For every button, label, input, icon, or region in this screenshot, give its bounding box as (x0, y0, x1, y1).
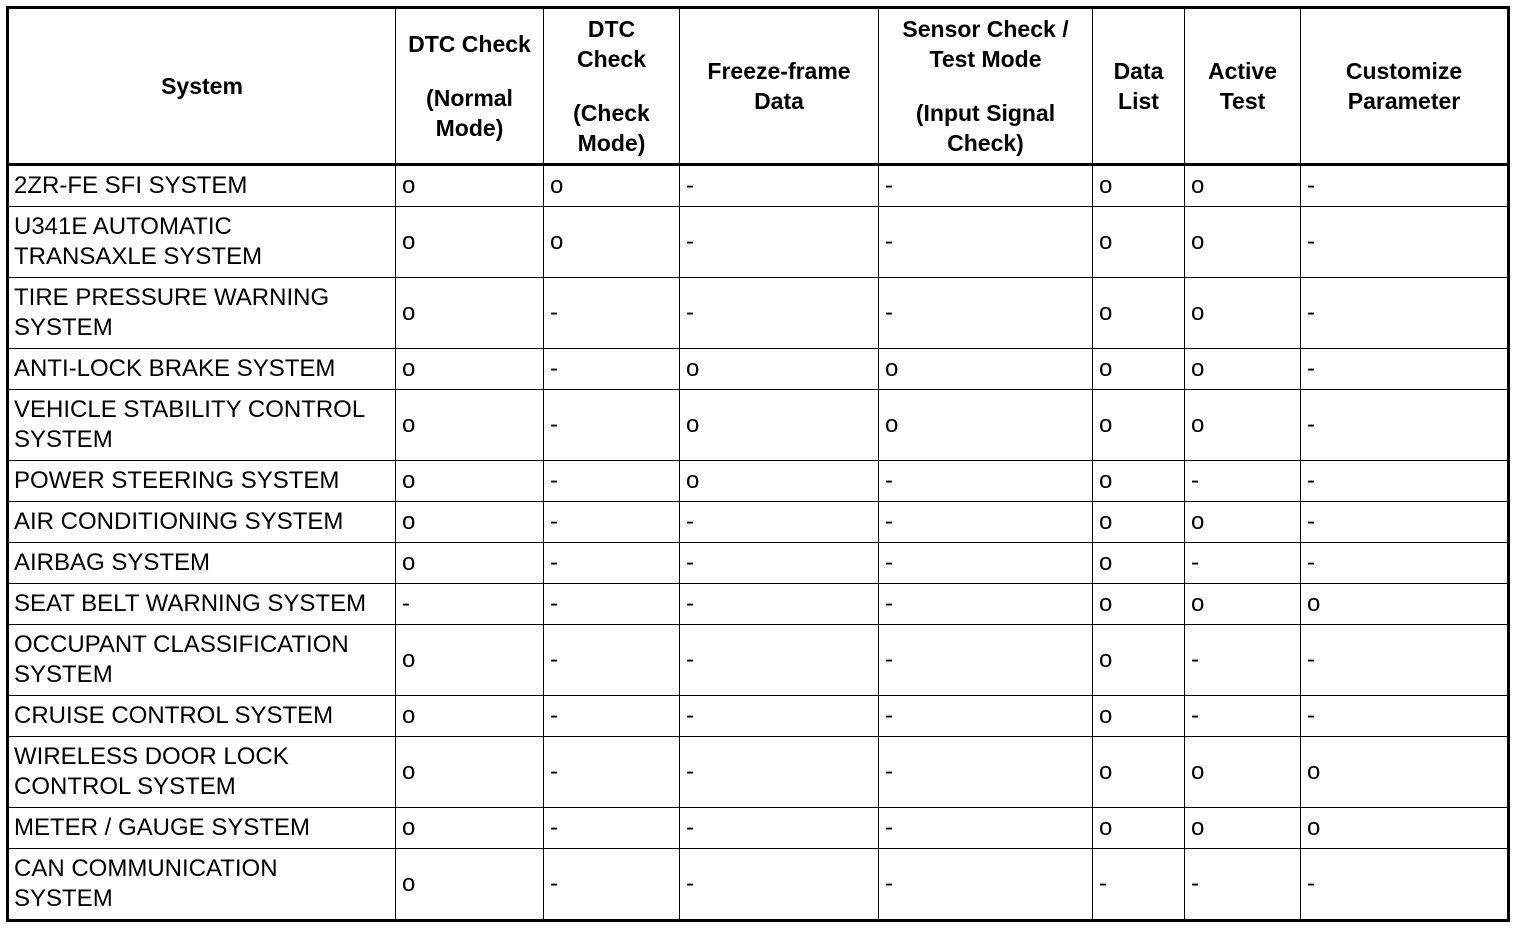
support-mark-cell: o (396, 543, 544, 584)
support-mark-cell: - (879, 207, 1093, 278)
support-mark-cell: - (680, 584, 879, 625)
system-name-cell (8, 165, 396, 207)
support-mark-cell: - (680, 207, 879, 278)
table-row (8, 808, 1509, 849)
column-header (879, 8, 1093, 165)
support-mark-cell: - (1185, 461, 1301, 502)
support-mark-cell: - (680, 278, 879, 349)
header-line: Data (754, 88, 804, 114)
system-name-line: ANTI-LOCK BRAKE SYSTEM (14, 355, 336, 382)
support-mark-cell: o (1185, 584, 1301, 625)
system-name-cell (8, 737, 396, 808)
support-mark-cell: - (544, 390, 680, 461)
table-body (8, 165, 1509, 921)
system-name-cell (8, 502, 396, 543)
support-mark-cell: - (544, 625, 680, 696)
system-name-line: SYSTEM (14, 885, 113, 912)
support-mark-cell: o (396, 165, 544, 207)
support-mark-cell: - (1301, 278, 1509, 349)
support-mark-cell: - (879, 502, 1093, 543)
support-mark-cell: o (1093, 349, 1185, 390)
support-mark-cell: - (680, 737, 879, 808)
column-header (680, 8, 879, 165)
support-mark-cell: o (1093, 543, 1185, 584)
support-mark-cell: o (1093, 584, 1185, 625)
header-line: Test Mode (929, 46, 1042, 72)
support-mark-cell: - (879, 165, 1093, 207)
header-line: (Normal (426, 85, 513, 111)
header-line: Freeze-frame (707, 58, 851, 84)
header-line: Active (1207, 58, 1278, 84)
header-line: (Check (573, 100, 650, 126)
support-mark-cell: - (1301, 461, 1509, 502)
support-mark-cell: - (1185, 849, 1301, 921)
system-name-cell (8, 696, 396, 737)
support-mark-cell: o (544, 165, 680, 207)
support-mark-cell: - (1301, 696, 1509, 737)
system-name-line: CONTROL SYSTEM (14, 773, 236, 800)
system-name-line: TRANSAXLE SYSTEM (14, 243, 263, 270)
support-mark-cell: o (1093, 625, 1185, 696)
support-mark-cell: o (396, 849, 544, 921)
support-mark-cell: o (544, 207, 680, 278)
system-name-line: SYSTEM (14, 314, 113, 341)
header-line: DTC Check (408, 31, 531, 57)
support-mark-cell: o (1301, 808, 1509, 849)
support-mark-cell: - (879, 278, 1093, 349)
support-mark-cell: o (1185, 207, 1301, 278)
support-mark-cell: o (1093, 461, 1185, 502)
support-mark-cell: - (1301, 207, 1509, 278)
table-row (8, 349, 1509, 390)
support-mark-cell: - (544, 808, 680, 849)
support-mark-cell: o (1185, 390, 1301, 461)
support-mark-cell: - (1301, 625, 1509, 696)
support-mark-cell: o (1093, 696, 1185, 737)
support-mark-cell: o (396, 461, 544, 502)
table-row (8, 390, 1509, 461)
support-mark-cell: o (680, 390, 879, 461)
support-mark-cell: o (1093, 808, 1185, 849)
support-mark-cell: - (879, 584, 1093, 625)
support-mark-cell: o (396, 207, 544, 278)
header-line-gap (396, 59, 543, 83)
support-mark-cell: o (1185, 502, 1301, 543)
column-header (8, 8, 396, 165)
table-row (8, 737, 1509, 808)
support-mark-cell: o (396, 737, 544, 808)
support-mark-cell: o (1185, 808, 1301, 849)
support-mark-cell: - (879, 696, 1093, 737)
support-mark-cell: - (544, 461, 680, 502)
support-mark-cell: - (544, 502, 680, 543)
support-mark-cell: - (1301, 502, 1509, 543)
support-mark-cell: o (1093, 390, 1185, 461)
support-mark-cell: o (396, 502, 544, 543)
table-row (8, 696, 1509, 737)
support-mark-cell: o (396, 390, 544, 461)
system-name-line: VEHICLE STABILITY CONTROL (14, 396, 366, 423)
system-name-cell (8, 278, 396, 349)
system-name-line: CRUISE CONTROL SYSTEM (14, 702, 334, 729)
support-mark-cell: o (1093, 502, 1185, 543)
support-mark-cell: o (1093, 165, 1185, 207)
support-mark-cell: o (680, 349, 879, 390)
support-mark-cell: - (544, 737, 680, 808)
column-header (544, 8, 680, 165)
support-mark-cell: o (396, 625, 544, 696)
support-mark-cell: - (1185, 625, 1301, 696)
header-line: (Input Signal (915, 100, 1056, 126)
support-mark-cell: o (396, 278, 544, 349)
support-mark-cell: - (544, 543, 680, 584)
support-mark-cell: o (396, 696, 544, 737)
support-mark-cell: - (1093, 849, 1185, 921)
system-name-cell (8, 207, 396, 278)
support-mark-cell: - (879, 625, 1093, 696)
system-name-line: CAN COMMUNICATION (14, 855, 278, 882)
support-mark-cell: o (396, 349, 544, 390)
header-line: Mode) (577, 130, 646, 156)
support-mark-cell: - (1301, 849, 1509, 921)
support-mark-cell: o (396, 808, 544, 849)
system-name-cell (8, 543, 396, 584)
system-name-cell (8, 808, 396, 849)
system-name-line: SYSTEM (14, 661, 113, 688)
system-name-cell (8, 849, 396, 921)
header-line: DTC (587, 16, 636, 42)
support-mark-cell: o (1185, 278, 1301, 349)
support-mark-cell: - (544, 278, 680, 349)
support-mark-cell: - (680, 625, 879, 696)
system-name-line: 2ZR-FE SFI SYSTEM (14, 172, 248, 199)
support-mark-cell: - (544, 584, 680, 625)
system-name-cell (8, 349, 396, 390)
header-line-gap (879, 74, 1092, 98)
table-header (8, 8, 1509, 165)
column-header (1185, 8, 1301, 165)
header-line: List (1118, 88, 1159, 114)
table-row (8, 165, 1509, 207)
support-mark-cell: - (680, 543, 879, 584)
column-header (1093, 8, 1185, 165)
system-name-cell (8, 390, 396, 461)
header-line: Check (576, 46, 647, 72)
support-mark-cell: o (1093, 737, 1185, 808)
system-name-cell (8, 625, 396, 696)
system-name-line: SEAT BELT WARNING SYSTEM (14, 590, 367, 617)
support-mark-cell: - (1301, 349, 1509, 390)
table-row (8, 207, 1509, 278)
header-line: Test (1219, 88, 1266, 114)
support-mark-cell: - (879, 849, 1093, 921)
header-row (8, 8, 1509, 165)
support-mark-cell: - (879, 543, 1093, 584)
support-mark-cell: - (680, 808, 879, 849)
system-name-cell (8, 584, 396, 625)
header-line: Parameter (1347, 88, 1461, 114)
column-header (1301, 8, 1509, 165)
support-mark-cell: - (396, 584, 544, 625)
support-mark-cell: o (680, 461, 879, 502)
system-name-line: POWER STEERING SYSTEM (14, 467, 340, 494)
table-row (8, 849, 1509, 921)
table-row (8, 543, 1509, 584)
support-mark-cell: o (1185, 165, 1301, 207)
table-row (8, 278, 1509, 349)
table-row (8, 502, 1509, 543)
system-name-line: AIR CONDITIONING SYSTEM (14, 508, 344, 535)
support-mark-cell: - (1185, 696, 1301, 737)
support-mark-cell: - (879, 808, 1093, 849)
header-line: Sensor Check / (902, 16, 1069, 42)
system-name-line: WIRELESS DOOR LOCK (14, 743, 289, 770)
header-line: Data (1113, 58, 1164, 84)
support-mark-cell: - (680, 696, 879, 737)
support-mark-cell: o (1093, 278, 1185, 349)
support-mark-cell: - (544, 349, 680, 390)
table-row (8, 461, 1509, 502)
header-line: Check) (947, 130, 1024, 156)
system-name-cell (8, 461, 396, 502)
support-mark-cell: - (680, 849, 879, 921)
support-mark-cell: o (879, 349, 1093, 390)
support-mark-cell: - (1185, 543, 1301, 584)
support-mark-cell: o (1301, 737, 1509, 808)
support-mark-cell: - (680, 165, 879, 207)
support-mark-cell: o (1185, 349, 1301, 390)
header-line: System (161, 73, 243, 99)
header-line: Mode) (435, 115, 504, 141)
support-mark-cell: - (1301, 165, 1509, 207)
header-line: Customize (1345, 58, 1463, 84)
diagnostic-function-table (6, 6, 1510, 922)
table-row (8, 584, 1509, 625)
system-name-line: U341E AUTOMATIC (14, 213, 232, 240)
support-mark-cell: - (1301, 390, 1509, 461)
system-name-line: AIRBAG SYSTEM (14, 549, 211, 576)
system-name-line: METER / GAUGE SYSTEM (14, 814, 311, 841)
table-row (8, 625, 1509, 696)
support-mark-cell: o (879, 390, 1093, 461)
system-name-line: OCCUPANT CLASSIFICATION (14, 631, 349, 658)
system-name-line: SYSTEM (14, 426, 113, 453)
support-mark-cell: - (544, 696, 680, 737)
support-mark-cell: - (879, 737, 1093, 808)
system-name-line: TIRE PRESSURE WARNING (14, 284, 330, 311)
support-mark-cell: - (544, 849, 680, 921)
support-mark-cell: - (879, 461, 1093, 502)
support-mark-cell: o (1185, 737, 1301, 808)
support-mark-cell: o (1093, 207, 1185, 278)
header-line-gap (544, 74, 679, 98)
support-mark-cell: - (1301, 543, 1509, 584)
column-header (396, 8, 544, 165)
support-mark-cell: o (1301, 584, 1509, 625)
support-mark-cell: - (680, 502, 879, 543)
